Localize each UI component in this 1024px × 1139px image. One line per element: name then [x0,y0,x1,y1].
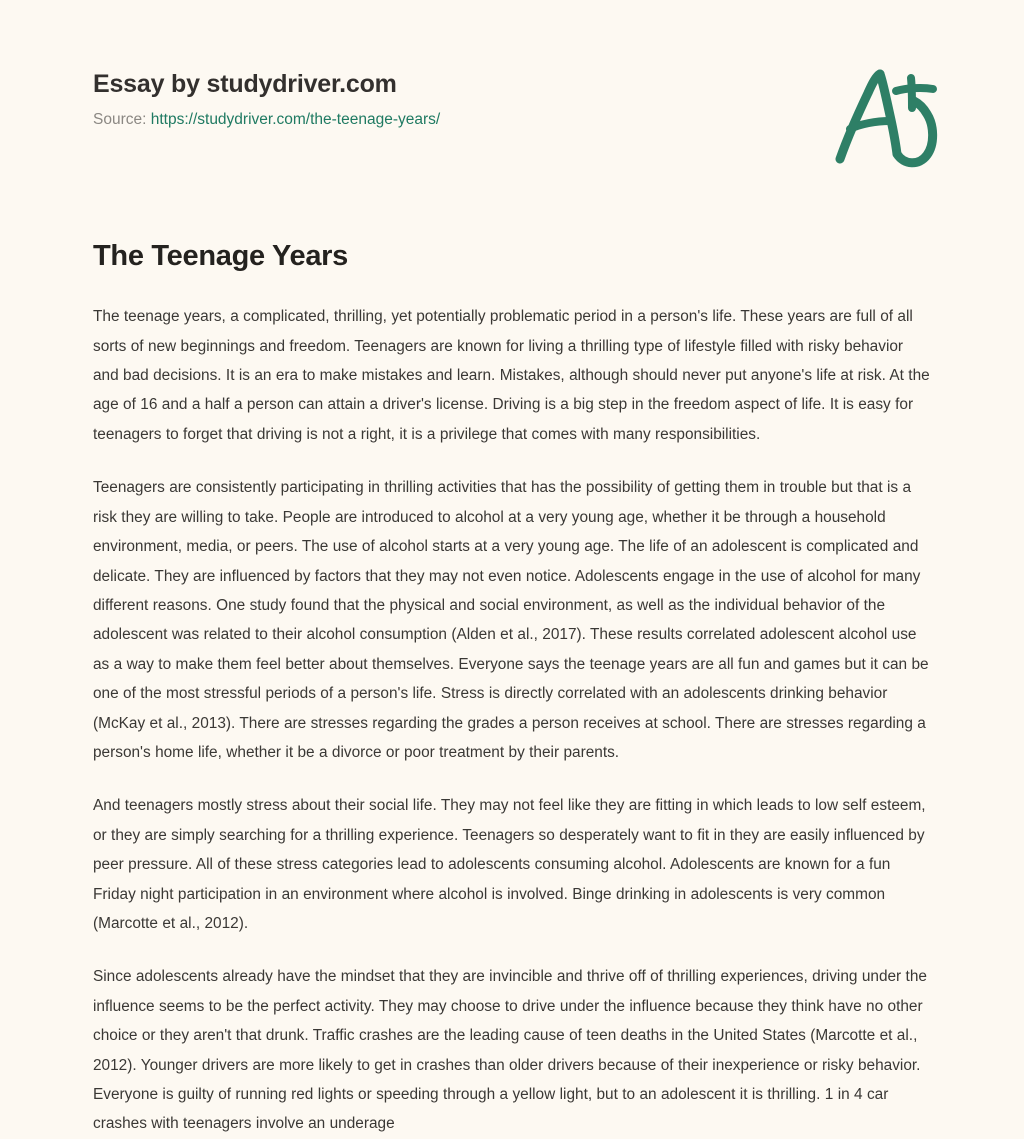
source-label: Source: [93,111,147,128]
essay-paragraph: Teenagers are consistently participating in thrilling activities that has the possibility of getting them in trouble but that is a risk they are willing to take. People are introduced to alcohol at a very young age, whether it be through a household environment, media, or peers. The use of alcohol starts at a very young age. The life of an adolescent is complicated and delicate. They are influenced by factors that they may not even notice. Adolescents engage in the use of alcohol for many different reasons. One study found that the physical and social environment, as well as the individual behavior of the adolescent was related to their alcohol consumption (Alden et al., 2017). These results correlated adolescent alcohol use as a way to make them feel better about themselves. Everyone says the teenage years are all fun and games but it can be one of the most stressful periods of a person's life. Stress is directly correlated with an adolescents drinking behavior (McKay et al., 2013). There are stresses regarding the grades a person receives at school. There are stresses regarding a person's home life, whether it be a divorce or poor treatment by their parents. [93,479,929,761]
aplus-logo-icon [824,62,952,174]
header-text-block [93,69,440,130]
essay-paragraph: Since adolescents already have the mindset that they are invincible and thrive off of thrilling experiences, driving under the influence seems to be the perfect activity. They may choose to drive under the influence because they think have no other choice or they aren't that drunk. Traffic crashes are the leading cause of teen deaths in the United States (Marcotte et al., 2012). Younger drivers are more likely to get in crashes than older drivers because of their inexperience or risky behavior. Everyone is guilty of running red lights or speeding through a yellow light, but to an adolescent it is thrilling. 1 in 4 car crashes with teenagers involve an underage [93,968,927,1133]
essay-paragraph: The teenage years, a complicated, thrilling, yet potentially problematic period in a person's life. These years are full of all sorts of new beginnings and freedom. Teenagers are known for living a thrilling type of lifestyle filled with risky behavior and bad decisions. It is an era to make mistakes and learn. Mistakes, although should never put anyone's life at risk. At the age of 16 and a half a person can attain a driver's license. Driving is a big step in the freedom aspect of life. It is easy for teenagers to forget that driving is not a right, it is a privilege that comes with many responsibilities. [93,308,930,443]
essay-paragraph: And teenagers mostly stress about their social life. They may not feel like they are fitting in which leads to low self esteem, or they are simply searching for a thrilling experience. Teenagers so desperately want to fit in they are easily influenced by peer pressure. All of these stress categories lead to adolescents consuming alcohol. Adolescents are known for a fun Friday night participation in an environment where alcohol is involved. Binge drinking in adolescents is very common (Marcotte et al., 2012). [93,797,926,932]
document-header [0,0,1024,200]
document-body [93,238,933,1139]
aplus-logo [824,62,952,174]
source-line [93,110,440,130]
source-url-link[interactable]: https://studydriver.com/the-teenage-years/ [150,111,441,128]
page-title: The Teenage Years [93,240,348,272]
essay-attribution: Essay by studydriver.com [93,70,397,98]
